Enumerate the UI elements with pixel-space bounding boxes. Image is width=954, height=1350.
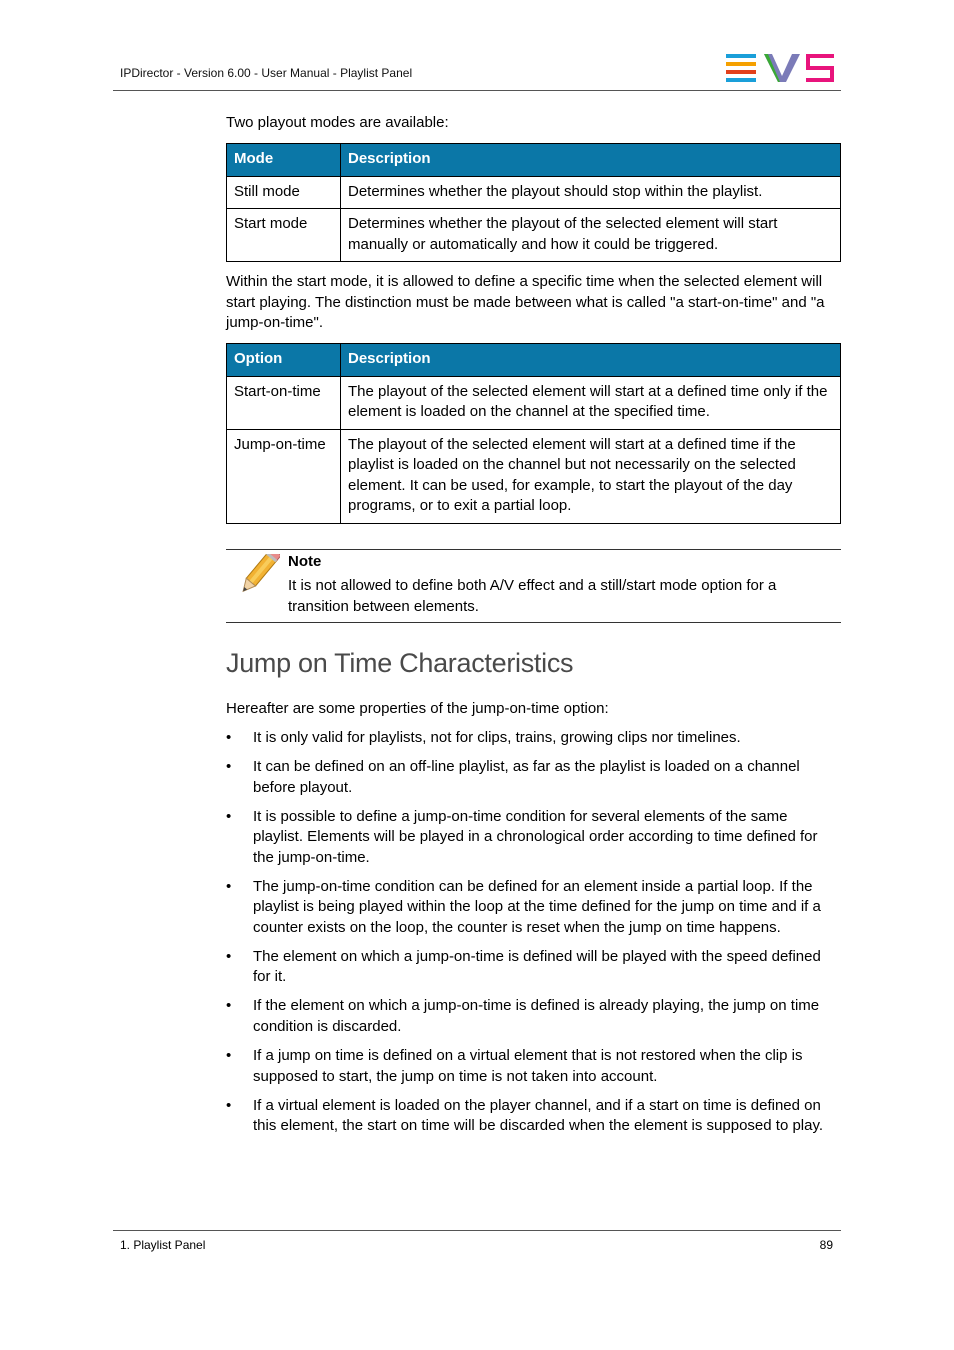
list-item (226, 947, 841, 988)
bullet-marker: • (226, 1096, 232, 1114)
table-row (227, 209, 841, 262)
start-mode-paragraph: Within the start mode, it is allowed to define a specific time when the selected element will start playing. The distinction must be made between what is called "a start-on-time" and "a jump-on-time". (226, 273, 825, 331)
note-title: Note (288, 553, 322, 570)
header-rule (113, 90, 841, 91)
mode-cell: Still mode (227, 176, 341, 209)
list-item (226, 1046, 841, 1087)
table-row (227, 376, 841, 429)
description-cell: Determines whether the playout of the selected element will start manually or automatically and how it could be triggered. (341, 209, 841, 262)
list-item-text: It is only valid for playlists, not for clips, trains, growing clips nor timelines. (253, 729, 741, 746)
bullet-marker: • (226, 997, 232, 1015)
table-row (227, 176, 841, 209)
table-header-row (227, 144, 841, 177)
list-item (226, 807, 841, 869)
pencil-icon (232, 554, 280, 598)
list-item (226, 757, 841, 798)
table-header-row (227, 344, 841, 377)
description-cell: Determines whether the playout should stop within the playlist. (341, 176, 841, 209)
bullet-marker: • (226, 877, 232, 895)
running-header: IPDirector - Version 6.00 - User Manual - Playlist Panel (120, 66, 413, 80)
modes-table (226, 143, 841, 262)
mode-cell: Start mode (227, 209, 341, 262)
list-item (226, 728, 841, 749)
options-table (226, 343, 841, 524)
description-cell: The playout of the selected element will start at a defined time only if the element is loaded on the channel at the specified time. (341, 376, 841, 429)
column-header-description: Description (341, 144, 841, 177)
section-heading: Jump on Time Characteristics (226, 648, 574, 678)
bullet-marker: • (226, 947, 232, 965)
option-cell: Jump-on-time (227, 429, 341, 523)
page-number: 89 (819, 1238, 833, 1252)
list-item-text: It is possible to define a jump-on-time condition for several elements of the same playlist. Elements will be played in a chronological order according to time defined for the jump-on-time. (253, 807, 818, 866)
note-box (226, 549, 841, 623)
bullet-marker: • (226, 807, 232, 825)
list-item-text: The jump-on-time condition can be defined for an element inside a partial loop. If the playlist is being played within the loop at the time defined for the jump on time and if a counter exists on the loop, the counter is reset when the jump on time happens. (253, 877, 821, 936)
bullet-marker: • (226, 729, 232, 746)
column-header-mode: Mode (227, 144, 341, 177)
list-item (226, 996, 841, 1037)
list-item-text: If the element on which a jump-on-time is defined is already playing, the jump on time condition is discarded. (253, 997, 820, 1035)
list-item (226, 877, 841, 939)
column-header-description: Description (341, 344, 841, 377)
jump-on-time-properties-list (226, 728, 841, 1137)
bullet-marker: • (226, 758, 232, 776)
column-header-option: Option (227, 344, 341, 377)
intro-modes-text: Two playout modes are available: (226, 114, 449, 131)
list-item-text: If a jump on time is defined on a virtual element that is not restored when the clip is supposed to start, the jump on time is not taken into account. (253, 1047, 803, 1085)
list-item-text: It can be defined on an off-line playlist, as far as the playlist is loaded on a channel before playout. (253, 758, 800, 796)
list-item-text: The element on which a jump-on-time is defined will be played with the speed defined for it. (253, 947, 821, 986)
bullet-marker: • (226, 1047, 232, 1065)
footer-chapter: 1. Playlist Panel (120, 1238, 206, 1252)
description-cell: The playout of the selected element will start at a defined time if the playlist is loaded on the channel but not necessarily on the selected element. It can be used, for example, to start the playout of the day programs, or to exit a partial loop. (341, 429, 841, 523)
note-body: It is not allowed to define both A/V effect and a still/start mode option for a transition between elements. (288, 577, 777, 615)
list-item (226, 1096, 841, 1137)
section-intro: Hereafter are some properties of the jump-on-time option: (226, 700, 609, 717)
option-cell: Start-on-time (227, 376, 341, 429)
list-item-text: If a virtual element is loaded on the player channel, and if a start on time is defined on this element, the start on time will be discarded when the element is supposed to play. (253, 1096, 824, 1135)
evs-logo (726, 54, 834, 82)
footer-rule (113, 1230, 841, 1231)
table-row (227, 429, 841, 523)
